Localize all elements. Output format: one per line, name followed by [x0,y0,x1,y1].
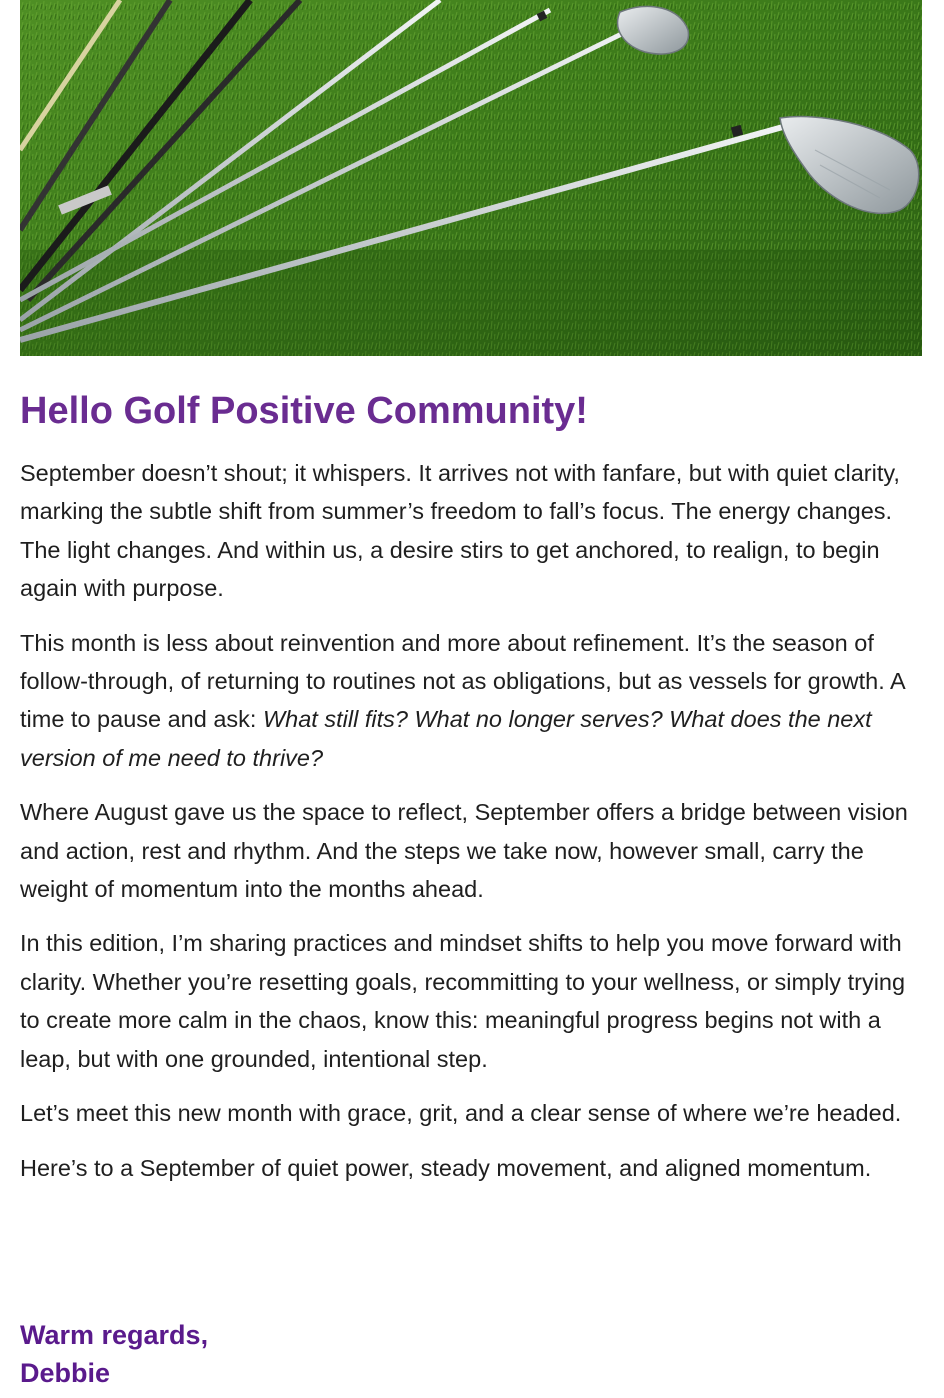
paragraph: Here’s to a September of quiet power, steady movement, and aligned momentum. [20,1154,872,1181]
paragraph-italic-text: What still fits? What no longer serves? What does the next version of me need to thrive? [20,706,872,771]
paragraph-text: This month is less about reinvention and more about refinement. It’s the season of follow-through, of returning to routines not as obligations, but as vessels for growth. A time to pause and ask: [20,629,905,733]
paragraph [20,624,924,778]
golf-clubs-photo [20,0,922,356]
hero-image [20,0,922,356]
paragraph: Where August gave us the space to reflect, September offers a bridge between vision and action, rest and rhythm. And the steps we take now, however small, carry the weight of momentum into the months ahead. [20,799,908,903]
signoff [20,1316,208,1392]
paragraph: September doesn’t shout; it whispers. It arrives not with fanfare, but with quiet clarity, marking the subtle shift from summer’s freedom to fall’s focus. The energy changes. The light changes. And within us, a desire stirs to get anchored, to realign, to begin again with purpose. [20,460,900,602]
signoff-name: Debbie [20,1358,111,1388]
signoff-closing: Warm regards, [20,1320,209,1350]
newsletter-body [20,454,924,1203]
page-title: Hello Golf Positive Community! [20,390,588,432]
paragraph: In this edition, I’m sharing practices and mindset shifts to help you move forward with clarity. Whether you’re resetting goals, recommitting to your wellness, or simply trying to create more calm in the chaos, know this: meaningful progress begins not with a leap, but with one grounded, intentional step. [20,930,906,1072]
paragraph: Let’s meet this new month with grace, grit, and a clear sense of where we’re headed. [20,1100,902,1127]
